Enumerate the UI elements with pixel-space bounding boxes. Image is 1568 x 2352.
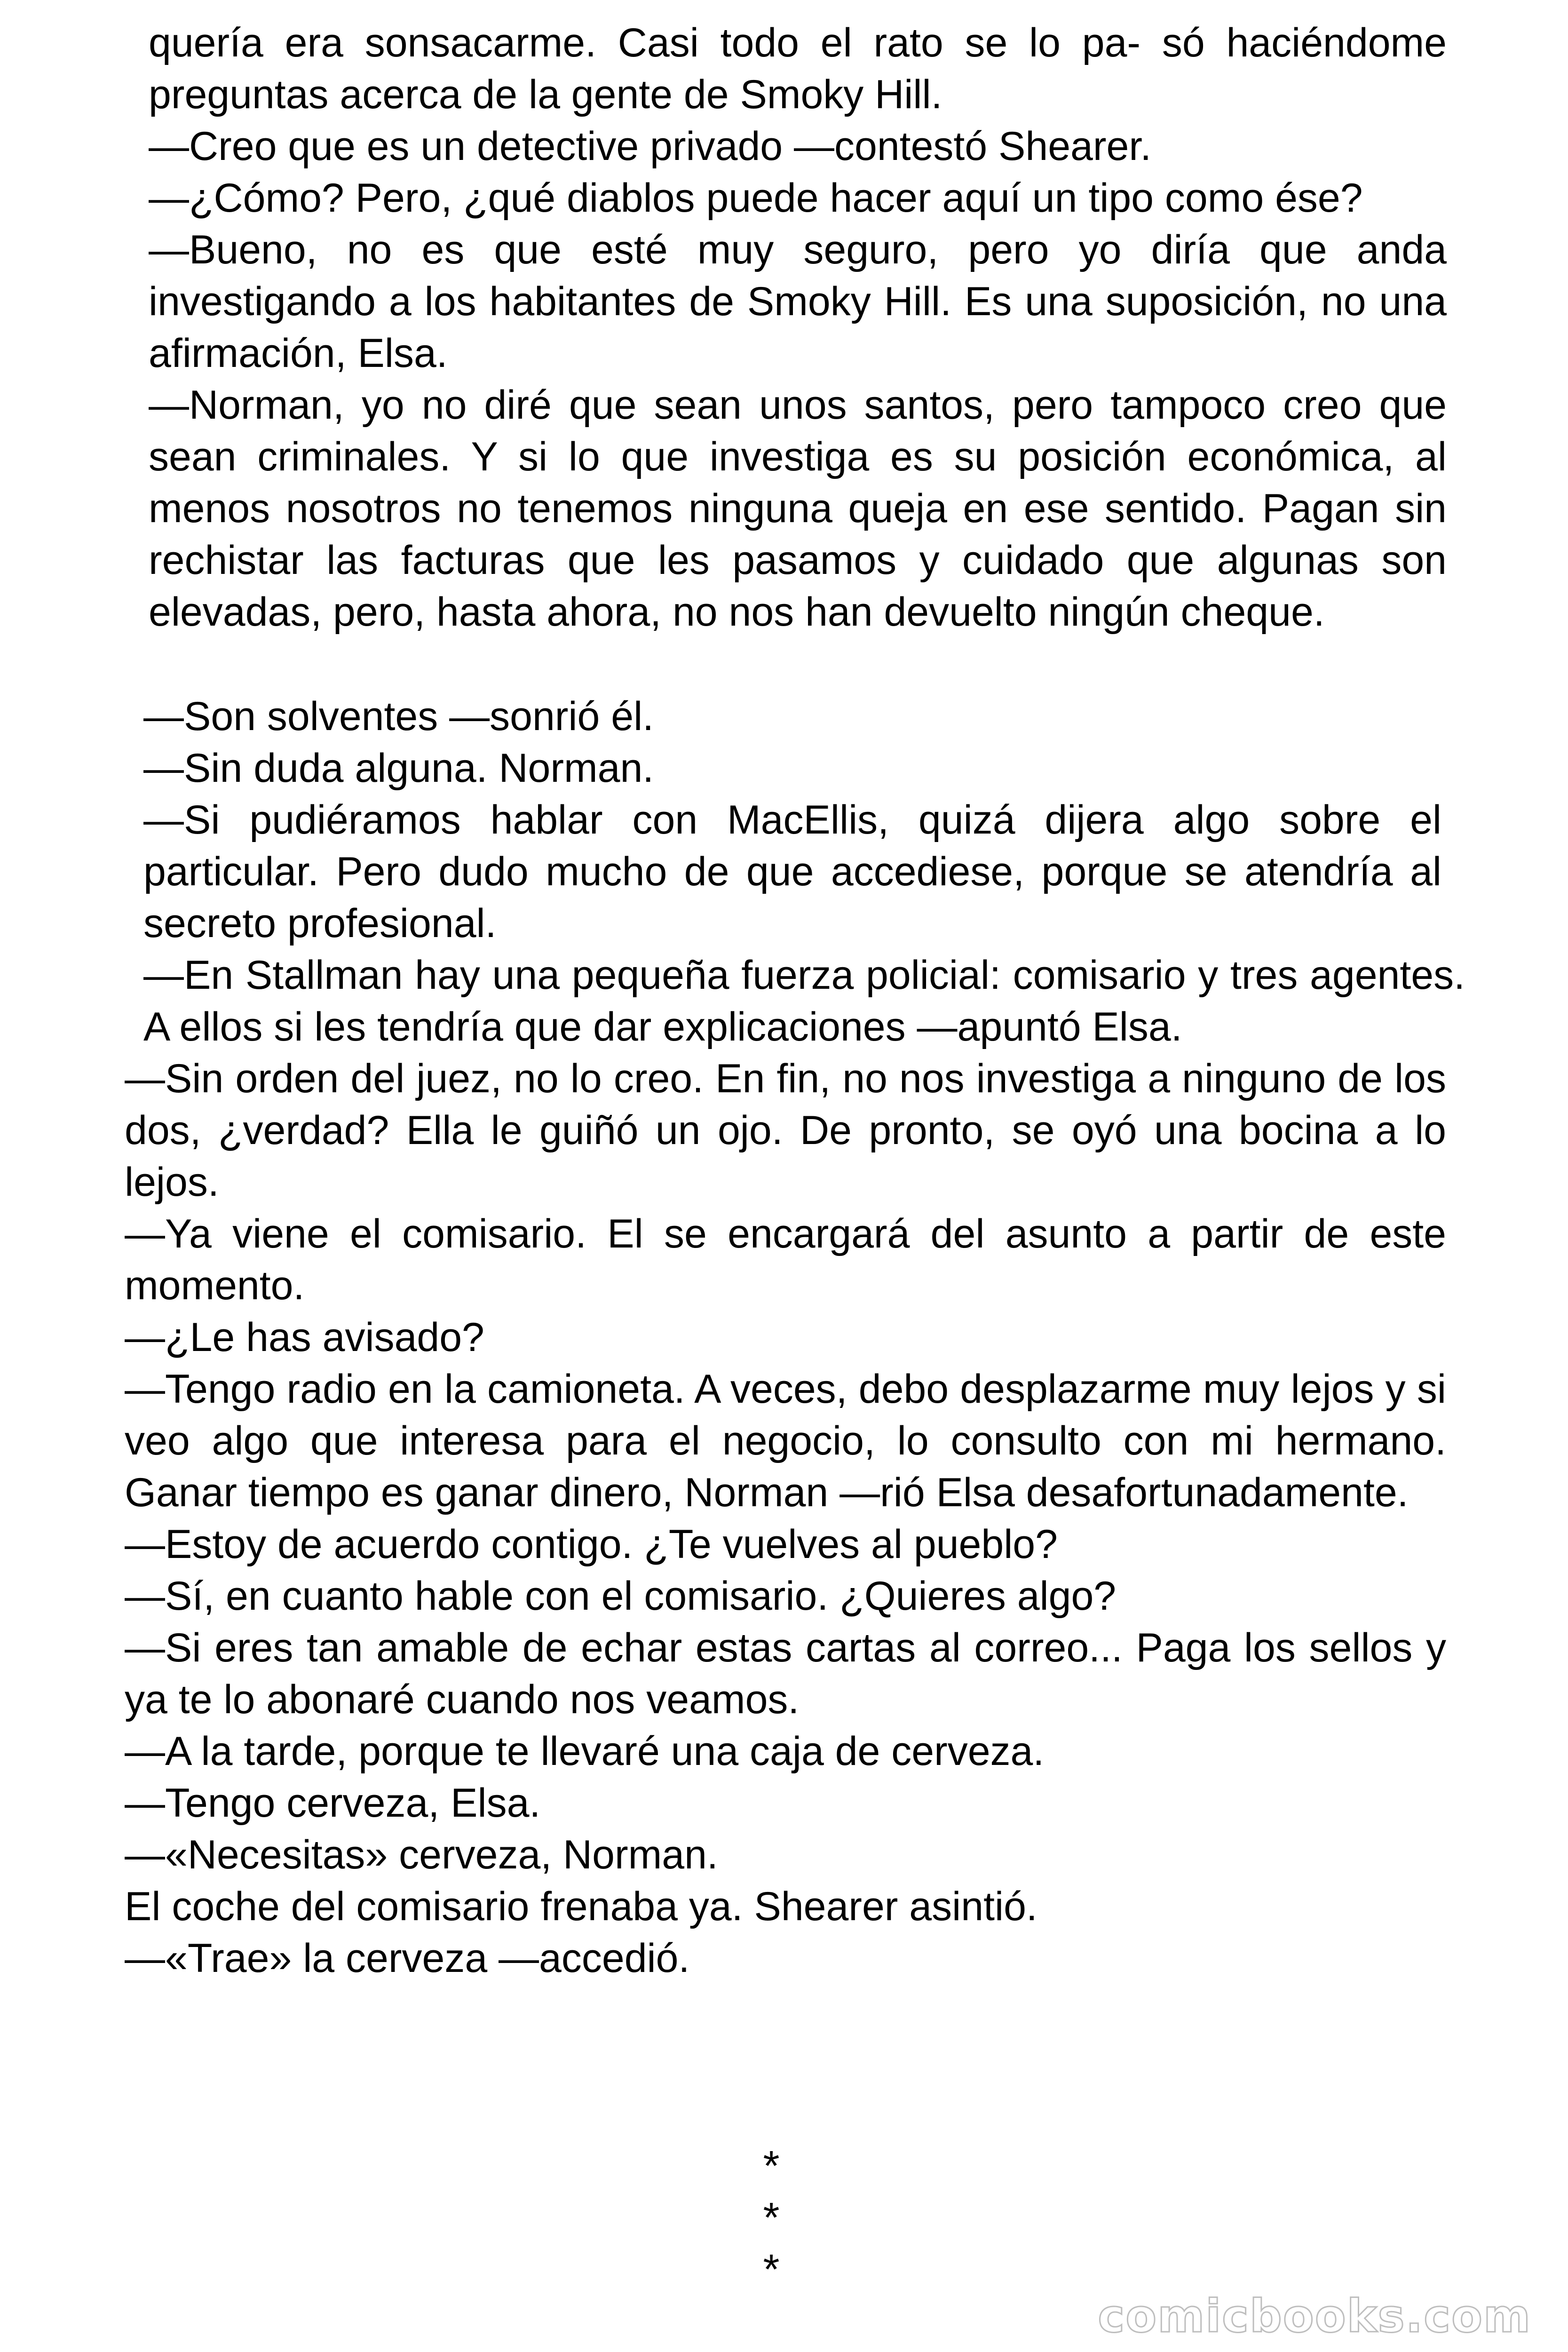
paragraph: —Bueno, no es que esté muy seguro, pero yo diría que anda investigando a los habitantes de Smoky Hill. Es una suposición, no una afirmación, Elsa. <box>149 227 1447 376</box>
paragraph: —Creo que es un detective privado —contestó Shearer. <box>149 124 1152 169</box>
paragraph: —¿Cómo? Pero, ¿qué diablos puede hacer aquí un tipo como ése? <box>149 175 1363 221</box>
text-block-1 <box>149 17 1447 638</box>
paragraph: —Norman, yo no diré que sean unos santos, pero tampoco creo que sean criminales. Y si lo que investiga es su posición económica, al menos nosotros no tenemos ninguna queja en ese sentido. Pagan sin rechistar las facturas que les pasamos y cuidado que algunas son elevadas, pero, hasta ahora, no nos han devuelto ningún cheque. <box>149 382 1447 635</box>
asterisk: * <box>763 2143 780 2190</box>
paragraph: —¿Le has avisado? <box>125 1315 484 1360</box>
paragraph: —«Trae» la cerveza —accedió. <box>125 1936 690 1981</box>
asterisk: * <box>763 2194 780 2241</box>
text-block-4 <box>125 1053 1446 1984</box>
paragraph: —Sí, en cuanto hable con el comisario. ¿Quieres algo? <box>125 1573 1117 1619</box>
text-block-3 <box>143 949 1465 1053</box>
scene-break-asterisks <box>752 2140 790 2296</box>
paragraph: —Si eres tan amable de echar estas cartas al correo... Paga los sellos y ya te lo abonaré cuando nos veamos. <box>125 1625 1446 1722</box>
paragraph: —Si pudiéramos hablar con MacEllis, quizá dijera algo sobre el particular. Pero dudo mucho de que accediese, porque se atendría al secreto profesional. <box>143 797 1441 946</box>
paragraph: —Ya viene el comisario. El se encargará del asunto a partir de este momento. <box>125 1211 1446 1308</box>
paragraph: —«Necesitas» cerveza, Norman. <box>125 1832 718 1877</box>
asterisk: * <box>763 2246 780 2293</box>
paragraph: —Son solventes —sonrió él. <box>143 694 654 739</box>
paragraph: —A la tarde, porque te llevaré una caja de cerveza. <box>125 1729 1045 1774</box>
watermark-logo: comicbooks.com <box>1098 2290 1531 2343</box>
paragraph: —Sin orden del juez, no lo creo. En fin, no nos investiga a ninguno de los dos, ¿verdad? Ella le guiñó un ojo. De pronto, se oyó una bocina a lo lejos. <box>125 1056 1446 1205</box>
text-block-2 <box>143 691 1441 949</box>
paragraph: quería era sonsacarme. Casi todo el rato se lo pa- só haciéndome preguntas acerca de la gente de Smoky Hill. <box>149 20 1447 117</box>
paragraph: —Tengo cerveza, Elsa. <box>125 1780 541 1826</box>
paragraph: —Tengo radio en la camioneta. A veces, debo desplazarme muy lejos y si veo algo que interesa para el negocio, lo consulto con mi hermano. Ganar tiempo es ganar dinero, Norman —rió Elsa desafortunadamente. <box>125 1367 1446 1515</box>
paragraph: —En Stallman hay una pequeña fuerza policial: comisario y tres agentes. A ellos si les tendría que dar explicaciones —apuntó Elsa. <box>143 953 1465 1049</box>
paragraph: El coche del comisario frenaba ya. Shearer asintió. <box>125 1884 1037 1929</box>
paragraph: —Sin duda alguna. Norman. <box>143 746 654 791</box>
paragraph: —Estoy de acuerdo contigo. ¿Te vuelves al pueblo? <box>125 1522 1058 1567</box>
